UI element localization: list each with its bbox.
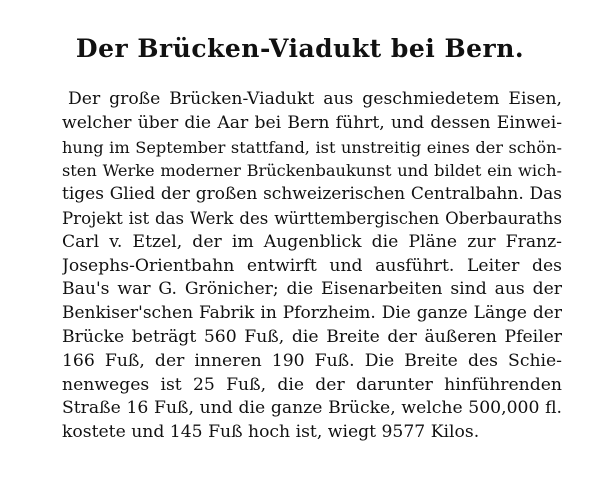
article-line: Brücke beträgt 560 Fuß, die Breite der äußeren Pfeiler <box>62 326 562 347</box>
article-line: tiges Glied der großen schweizerischen Centralbahn. Das <box>62 184 562 205</box>
article-line: Bau's war G. Grönicher; die Eisenarbeiten sind aus der <box>62 279 562 300</box>
article-line: 166 Fuß, der inneren 190 Fuß. Die Breite des Schie- <box>62 350 562 371</box>
article-line: kostete und 145 Fuß hoch ist, wiegt 9577 Kilos. <box>62 422 480 443</box>
article-line: Carl v. Etzel, der im Augenblick die Pläne zur Franz- <box>62 231 562 252</box>
article-line: Straße 16 Fuß, und die ganze Brücke, welche 500,000 fl. <box>62 398 562 419</box>
article-line: welcher über die Aar bei Bern führt, und dessen Einwei- <box>62 112 562 133</box>
article-line: Benkiser'schen Fabrik in Pforzheim. Die ganze Länge der <box>62 303 562 324</box>
article-line: sten Werke moderner Brückenbaukunst und bildet ein wich- <box>62 161 562 181</box>
article-line: Josephs-Orientbahn entwirft und ausführt. Leiter des <box>62 255 562 276</box>
article-line: Projekt ist das Werk des württembergischen Oberbauraths <box>62 208 562 228</box>
article-body <box>62 88 562 445</box>
article-line: Der große Brücken-Viadukt aus geschmiedetem Eisen, <box>68 89 562 109</box>
article-title: Der Brücken-Viadukt bei Bern. <box>75 34 525 63</box>
article-line: hung im September stattfand, ist unstreitig eines der schön- <box>62 137 562 157</box>
article-line: nenweges ist 25 Fuß, die der darunter hinführenden <box>62 374 562 395</box>
